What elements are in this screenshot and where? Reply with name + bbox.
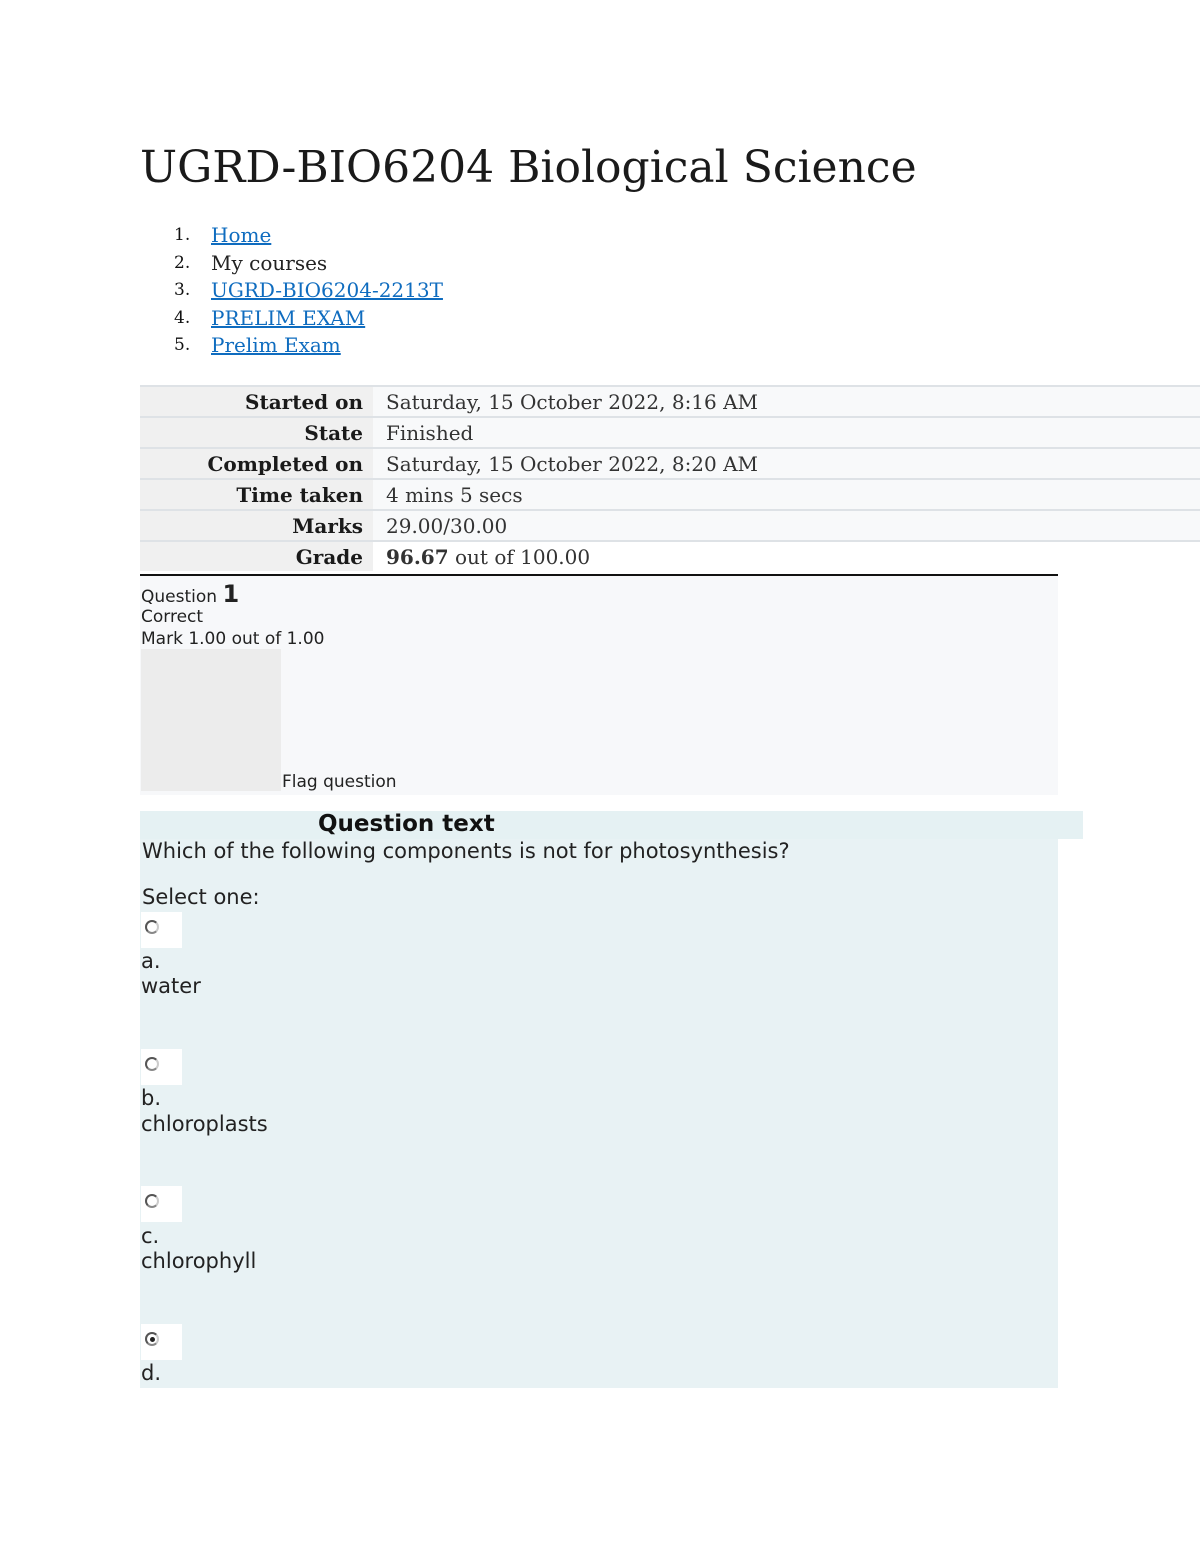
- question-grade: Mark 1.00 out of 1.00: [141, 629, 325, 649]
- radio-icon[interactable]: [145, 1194, 159, 1208]
- question-label: Question: [141, 587, 218, 607]
- option-b-radio[interactable]: [141, 1049, 182, 1085]
- summary-row-started: [140, 386, 1200, 417]
- summary-row-grade: [140, 541, 1200, 571]
- breadcrumb-item: [140, 277, 443, 305]
- question-state: Correct: [141, 607, 204, 627]
- radio-icon[interactable]: [145, 920, 159, 934]
- question-body: [140, 839, 1058, 1388]
- breadcrumb-link-course[interactable]: UGRD-BIO6204-2213T: [211, 278, 443, 302]
- grade-value: 96.67: [386, 544, 449, 569]
- summary-row-state: [140, 417, 1200, 448]
- breadcrumb-link-prelim-exam[interactable]: Prelim Exam: [211, 333, 341, 357]
- summary-row-marks: [140, 510, 1200, 541]
- started-value: Saturday, 15 October 2022, 8:16 AM: [373, 386, 1200, 417]
- breadcrumb-number: 2.: [174, 252, 191, 273]
- page-title: UGRD-BIO6204 Biological Science: [140, 142, 917, 193]
- completed-value: Saturday, 15 October 2022, 8:20 AM: [373, 448, 1200, 479]
- started-label: Started on: [140, 386, 373, 417]
- marks-value: 29.00/30.00: [373, 510, 1200, 541]
- question-number-value: 1: [222, 580, 240, 608]
- breadcrumb-link-home[interactable]: Home: [211, 223, 272, 247]
- breadcrumb-item: [140, 250, 443, 278]
- breadcrumb-number: 1.: [174, 225, 191, 245]
- breadcrumb-item: [140, 305, 443, 333]
- option-a-radio[interactable]: [141, 912, 182, 948]
- state-value: Finished: [373, 417, 1200, 448]
- question-content: [140, 811, 1083, 1388]
- option-a-letter: a.: [141, 949, 161, 973]
- flag-question-link[interactable]: Flag question: [282, 772, 397, 792]
- breadcrumb-item: [140, 222, 443, 250]
- option-c-radio[interactable]: [141, 1186, 182, 1222]
- summary-row-time: [140, 479, 1200, 510]
- completed-label: Completed on: [140, 448, 373, 479]
- time-taken-label: Time taken: [140, 479, 373, 510]
- state-label: State: [140, 417, 373, 448]
- breadcrumb-number: 4.: [174, 307, 191, 328]
- option-a-text: water: [141, 974, 201, 998]
- breadcrumb-item: [140, 332, 443, 360]
- grade-suffix: out of 100.00: [455, 544, 591, 569]
- breadcrumb: [140, 222, 443, 360]
- time-taken-value: 4 mins 5 secs: [373, 479, 1200, 510]
- breadcrumb-number: 5.: [174, 335, 191, 355]
- radio-checked-icon[interactable]: [145, 1332, 159, 1346]
- marks-label: Marks: [140, 510, 373, 541]
- option-c-text: chlorophyll: [141, 1249, 257, 1273]
- option-b-text: chloroplasts: [141, 1112, 268, 1136]
- breadcrumb-link-prelim-section[interactable]: PRELIM EXAM: [211, 305, 366, 330]
- question-info-panel: [140, 574, 1058, 795]
- grade-label: Grade: [140, 541, 373, 571]
- option-d-radio[interactable]: [141, 1324, 182, 1360]
- question-text-heading-bar: [140, 811, 1083, 839]
- select-one-prompt: Select one:: [142, 885, 260, 909]
- question-number: [141, 580, 239, 608]
- flag-icon[interactable]: [141, 649, 281, 791]
- option-b-letter: b.: [141, 1086, 162, 1110]
- question-text-heading: Question text: [318, 811, 495, 837]
- option-c-letter: c.: [141, 1224, 160, 1248]
- radio-icon[interactable]: [145, 1057, 159, 1071]
- breadcrumb-my-courses: My courses: [211, 250, 328, 275]
- grade-cell: [373, 541, 1200, 571]
- option-d-letter: d.: [141, 1361, 162, 1385]
- question-text: Which of the following components is not for photosynthesis?: [142, 839, 790, 863]
- summary-row-completed: [140, 448, 1200, 479]
- breadcrumb-number: 3.: [174, 280, 191, 300]
- attempt-summary-table: [140, 385, 1200, 571]
